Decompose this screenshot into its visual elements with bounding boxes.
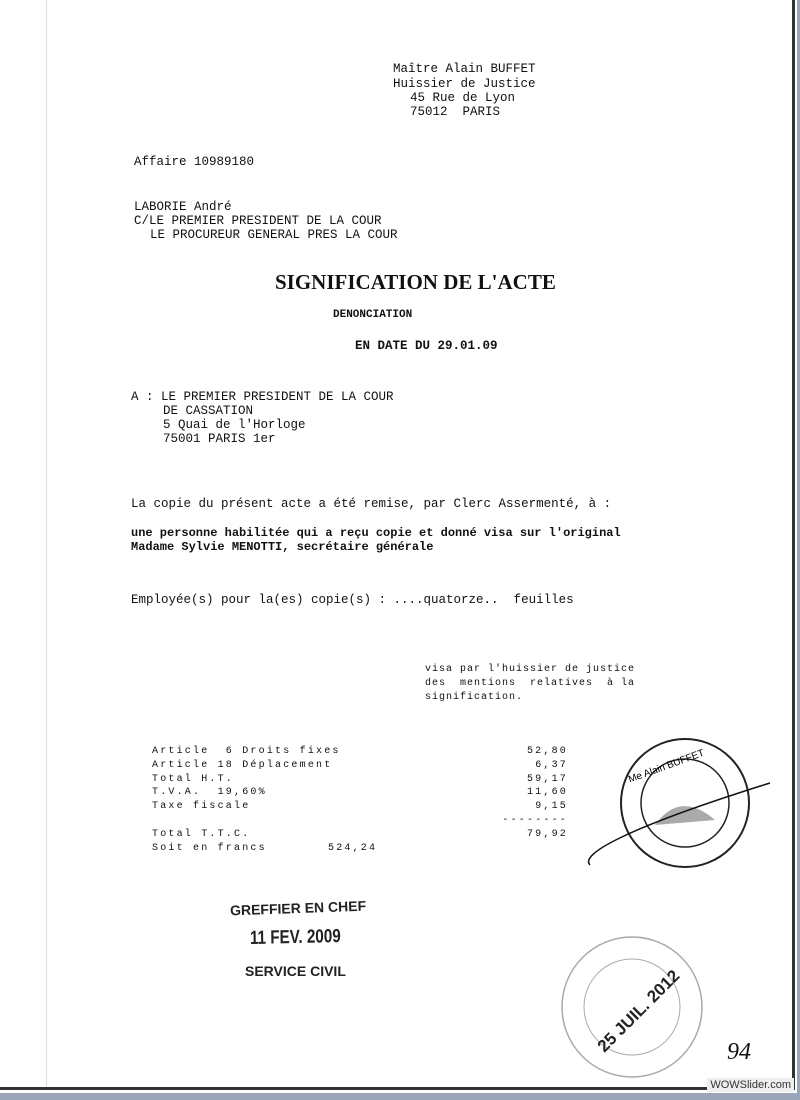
document-title: SIGNIFICATION DE L'ACTE [275, 270, 556, 294]
cost-label: T.V.A. 19,60% [152, 787, 267, 798]
tribunal-date: 25 JUIL. 2012 [593, 966, 684, 1056]
cost-value: 59,17 [526, 774, 568, 785]
watermark: WOWSlider.com [707, 1078, 794, 1092]
affaire-number: Affaire 10989180 [134, 155, 255, 169]
francs-value: 524,24 [328, 843, 378, 854]
tribunal-stamp [560, 935, 710, 1085]
greffe-title: GREFFIER EN CHEF [229, 897, 367, 919]
cost-value: 9,15 [535, 801, 568, 812]
greffe-date: 11 FEV. 2009 [249, 926, 341, 949]
recipient-2: DE CASSATION [163, 404, 254, 418]
visa-1: visa par l'huissier de justice [425, 664, 636, 675]
visa-3: signification. [425, 692, 524, 703]
sender-title: Huissier de Justice [393, 77, 536, 91]
huissier-stamp [580, 735, 780, 885]
frame-bottom [0, 1093, 800, 1100]
greffe-service: SERVICE CIVIL [245, 963, 346, 979]
person-1: une personne habilitée qui a reçu copie et donné visa sur l'original [131, 526, 621, 540]
sender-city: 75012 PARIS [410, 105, 501, 119]
cost-value: 11,60 [526, 787, 568, 798]
signature-mark [589, 783, 770, 865]
cost-label: Taxe fiscale [152, 801, 251, 812]
total-label: Total T.T.C. [152, 829, 251, 840]
francs-label: Soit en francs [152, 843, 267, 854]
cost-label: Article 18 Déplacement [152, 760, 333, 771]
copies-text: Employée(s) pour la(es) copie(s) : ....quatorze.. feuilles [131, 593, 574, 607]
sender-street: 45 Rue de Lyon [410, 91, 516, 105]
cost-label: Total H.T. [152, 774, 235, 785]
person-2: Madame Sylvie MENOTTI, secrétaire générale [131, 540, 434, 554]
party-2: C/LE PREMIER PRESIDENT DE LA COUR [134, 214, 382, 228]
remise-text: La copie du présent acte a été remise, par Clerc Assermenté, à : [131, 497, 612, 511]
cost-label: Article 6 Droits fixes [152, 746, 341, 757]
recipient-4: 75001 PARIS 1er [163, 432, 276, 446]
recipient-3: 5 Quai de l'Horloge [163, 418, 306, 432]
party-3: LE PROCUREUR GENERAL PRES LA COUR [150, 228, 398, 242]
visa-2: des mentions relatives à la [425, 678, 636, 689]
cost-separator: -------- [502, 815, 568, 826]
svg-text:Me Alain BUFFET: Me Alain BUFFET [626, 747, 706, 786]
total-value: 79,92 [526, 829, 568, 840]
sender-name: Maître Alain BUFFET [393, 62, 536, 76]
cost-value: 6,37 [535, 760, 568, 771]
recipient-1: A : LE PREMIER PRESIDENT DE LA COUR [131, 390, 394, 404]
party-1: LABORIE André [134, 200, 232, 214]
page-number: 94 [727, 1039, 751, 1065]
document-subtitle: DENONCIATION [333, 309, 413, 321]
cost-value: 52,80 [526, 746, 568, 757]
document-date: EN DATE DU 29.01.09 [355, 339, 498, 353]
